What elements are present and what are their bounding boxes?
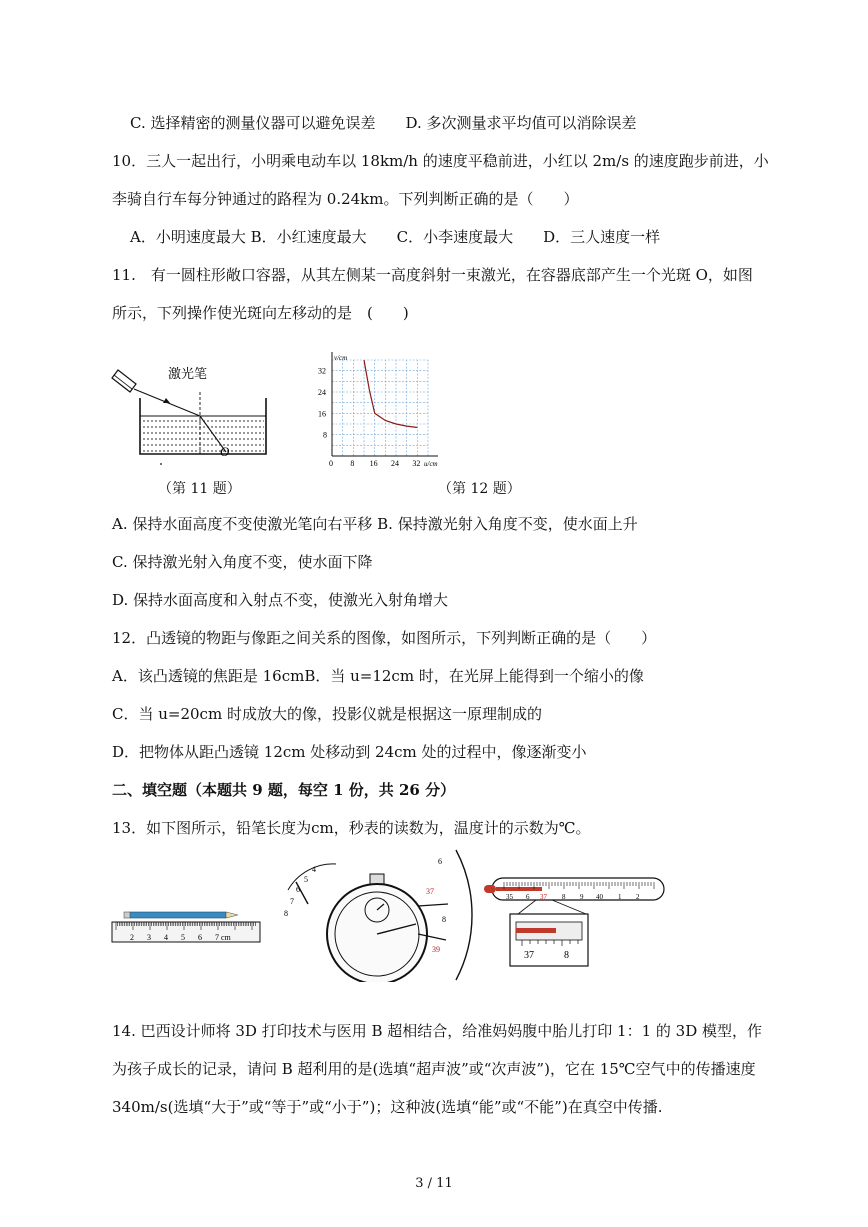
small-dial-icon	[284, 864, 336, 918]
y-axis-label: v/cm	[334, 354, 348, 362]
x-tick-label: 0	[329, 459, 333, 468]
q11-caption: （第 11 题）	[158, 481, 241, 497]
ruler-tick-3: 3	[147, 933, 151, 942]
x-tick-label: 32	[412, 459, 421, 468]
dial-tick-8: 8	[442, 915, 446, 924]
q12-caption: （第 12 题）	[438, 481, 521, 497]
y-tick-label: 16	[318, 409, 326, 419]
q11-stem-line1: 11. 有一圆柱形敞口容器，从其左侧某一高度斜射一束激光，在容器底部产生一个光斑 O，如图	[112, 266, 753, 284]
series-line	[364, 360, 417, 428]
stopwatch-figure	[276, 846, 476, 982]
small-dial-tick: 7	[290, 897, 294, 906]
q10-stem-line2: 李骑自行车每分钟通过的路程为 0.24km。下列判断正确的是（ ）	[112, 190, 579, 208]
laser-pen-icon	[112, 370, 136, 392]
thermometer-figure	[478, 870, 674, 970]
small-dial-tick: 6	[296, 885, 300, 894]
dial-tick-6: 6	[438, 857, 442, 866]
therm-tick: 6	[526, 893, 530, 901]
q14-line2: 为孩子成长的记录，请问 B 超利用的是(选填“超声波”或“次声波”)，它在 15℃空气中的传播速度	[112, 1060, 756, 1078]
y-tick-label: 32	[318, 366, 326, 376]
x-tick-label: 16	[369, 459, 378, 468]
q14-line1: 14. 巴西设计师将 3D 打印技术与医用 B 超相结合，给准妈妈腹中胎儿打印 1：1 的 3D 模型，作	[112, 1022, 763, 1040]
section-heading: 二、填空题（本题共 9 题，每空 1 份，共 26 分）	[112, 781, 456, 799]
y-tick-label: 8	[323, 430, 327, 440]
q9-options-cd: C. 选择精密的测量仪器可以避免误差 D. 多次测量求平均值可以消除误差	[130, 114, 637, 132]
ruler-tick-2: 2	[130, 933, 134, 942]
page-number: 3 / 11	[415, 1176, 453, 1191]
q11-option-d: D. 保持水面高度和入射点不变，使激光入射角增大	[112, 591, 449, 609]
q12-stem: 12．凸透镜的物距与像距之间关系的图像，如图所示，下列判断正确的是（ ）	[112, 629, 657, 647]
y-tick-label: 24	[318, 388, 326, 397]
ruler-figure	[110, 908, 262, 948]
therm-tick: 37	[540, 893, 547, 901]
ruler-tick-4: 4	[164, 933, 168, 942]
pencil-icon	[124, 912, 238, 918]
dial-tick-39: 39	[432, 945, 440, 954]
q13-stem: 13．如下图所示，铅笔长度为cm，秒表的读数为，温度计的示数为℃。	[112, 819, 591, 837]
small-dial-tick: 5	[304, 875, 308, 884]
ruler-tick-6: 6	[198, 933, 202, 942]
therm-tick: 35	[506, 893, 513, 901]
q12-option-d: D．把物体从距凸透镜 12cm 处移动到 24cm 处的过程中，像逐渐变小	[112, 743, 587, 761]
stopwatch-icon	[327, 874, 427, 982]
q11-laser-figure	[108, 356, 288, 468]
q10-options: A．小明速度最大 B．小红速度最大 C．小李速度最大 D．三人速度一样	[130, 228, 661, 246]
q12-option-ab: A．该凸透镜的焦距是 16cmB．当 u=12cm 时，在光屏上能得到一个缩小的像	[112, 667, 644, 685]
q14-line3: 340m/s(选填“大于”或“等于”或“小于”)；这种波(选填“能”或“不能”)在真空中传播.	[112, 1098, 663, 1116]
therm-zoom-8: 8	[564, 950, 569, 961]
therm-tick: 8	[562, 893, 566, 901]
x-tick-label: 24	[391, 459, 399, 468]
ruler-icon	[112, 922, 260, 942]
small-dial-tick: 4	[312, 865, 316, 874]
point-o-label: O	[220, 444, 230, 459]
small-dial-tick: 8	[284, 909, 288, 918]
q10-stem-line1: 10．三人一起出行，小明乘电动车以 18km/h 的速度平稳前进，小红以 2m/s 的速度跑步前进，小	[112, 152, 769, 170]
therm-zoom-box	[510, 900, 588, 966]
x-tick-label: 8	[350, 459, 355, 468]
q12-option-c: C．当 u=20cm 时成放大的像，投影仪就是根据这一原理制成的	[112, 705, 542, 723]
q11-stem-line2: 所示，下列操作使光斑向左移动的是 ( )	[112, 304, 409, 322]
q11-option-c: C. 保持激光射入角度不变，使水面下降	[112, 553, 373, 571]
ruler-tick-5: 5	[181, 933, 185, 942]
therm-tick: 40	[596, 893, 603, 901]
ruler-tick-7: 7 cm	[215, 933, 231, 942]
x-axis-label: u/cm	[424, 460, 438, 468]
q11-option-ab: A. 保持水面高度不变使激光笔向右平移 B. 保持激光射入角度不变，使水面上升	[112, 515, 638, 533]
therm-tick: 1	[618, 893, 622, 901]
therm-zoom-37: 37	[524, 950, 534, 961]
dial-tick-37: 37	[426, 887, 434, 896]
laser-pen-label: 激光笔	[168, 366, 208, 381]
q12-uv-chart	[306, 352, 466, 470]
therm-tick: 2	[636, 893, 640, 901]
therm-tick: 9	[580, 893, 584, 901]
